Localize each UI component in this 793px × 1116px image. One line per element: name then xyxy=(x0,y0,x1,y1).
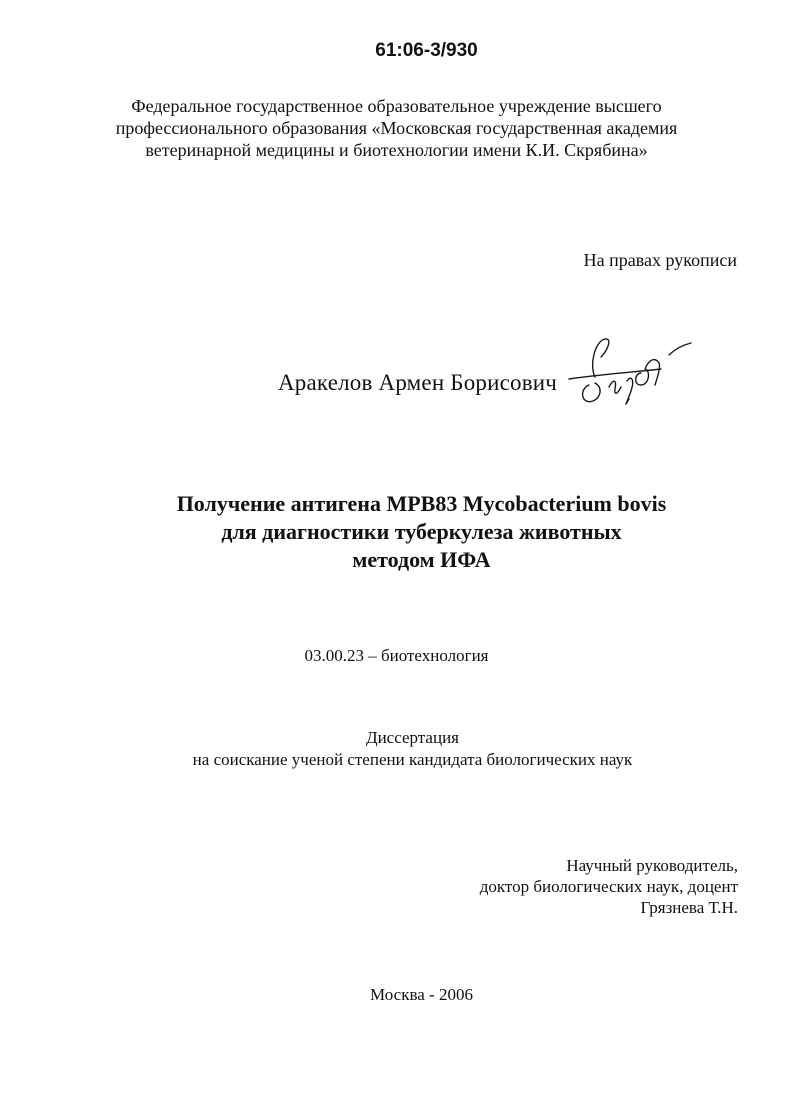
degree-line: на соискание ученой степени кандидата биологических наук xyxy=(192,750,633,769)
title-line: для диагностики туберкулеза животных xyxy=(221,519,622,544)
advisor-line: Научный руководитель, xyxy=(566,856,738,875)
title-line: Получение антигена MPB83 Mycobacterium bovis xyxy=(176,491,667,516)
advisor-line: доктор биологических наук, доцент xyxy=(479,877,738,896)
institution-name xyxy=(0,95,793,161)
specialty-code: 03.00.23 – биотехнология xyxy=(304,646,489,665)
institution-line: профессионального образования «Московская государственная академия xyxy=(115,118,678,138)
institution-line: Федеральное государственное образовательное учреждение высшего xyxy=(131,96,662,116)
author-row xyxy=(278,357,705,409)
scientific-advisor xyxy=(480,855,738,918)
title-line: методом ИФА xyxy=(352,547,491,572)
rights-note: На правах рукописи xyxy=(583,250,737,270)
institution-line: ветеринарной медицины и биотехнологии имени К.И. Скрябина» xyxy=(145,140,648,160)
signature-icon xyxy=(565,329,705,409)
degree-line: Диссертация xyxy=(365,728,459,747)
degree-statement xyxy=(0,727,793,771)
document-code: 61:06-3/930 xyxy=(375,40,478,61)
author-name: Аракелов Армен Борисович xyxy=(278,370,558,395)
advisor-line: Грязнева Т.Н. xyxy=(640,898,738,917)
city-year: Москва - 2006 xyxy=(370,985,473,1004)
dissertation-title xyxy=(0,490,793,574)
